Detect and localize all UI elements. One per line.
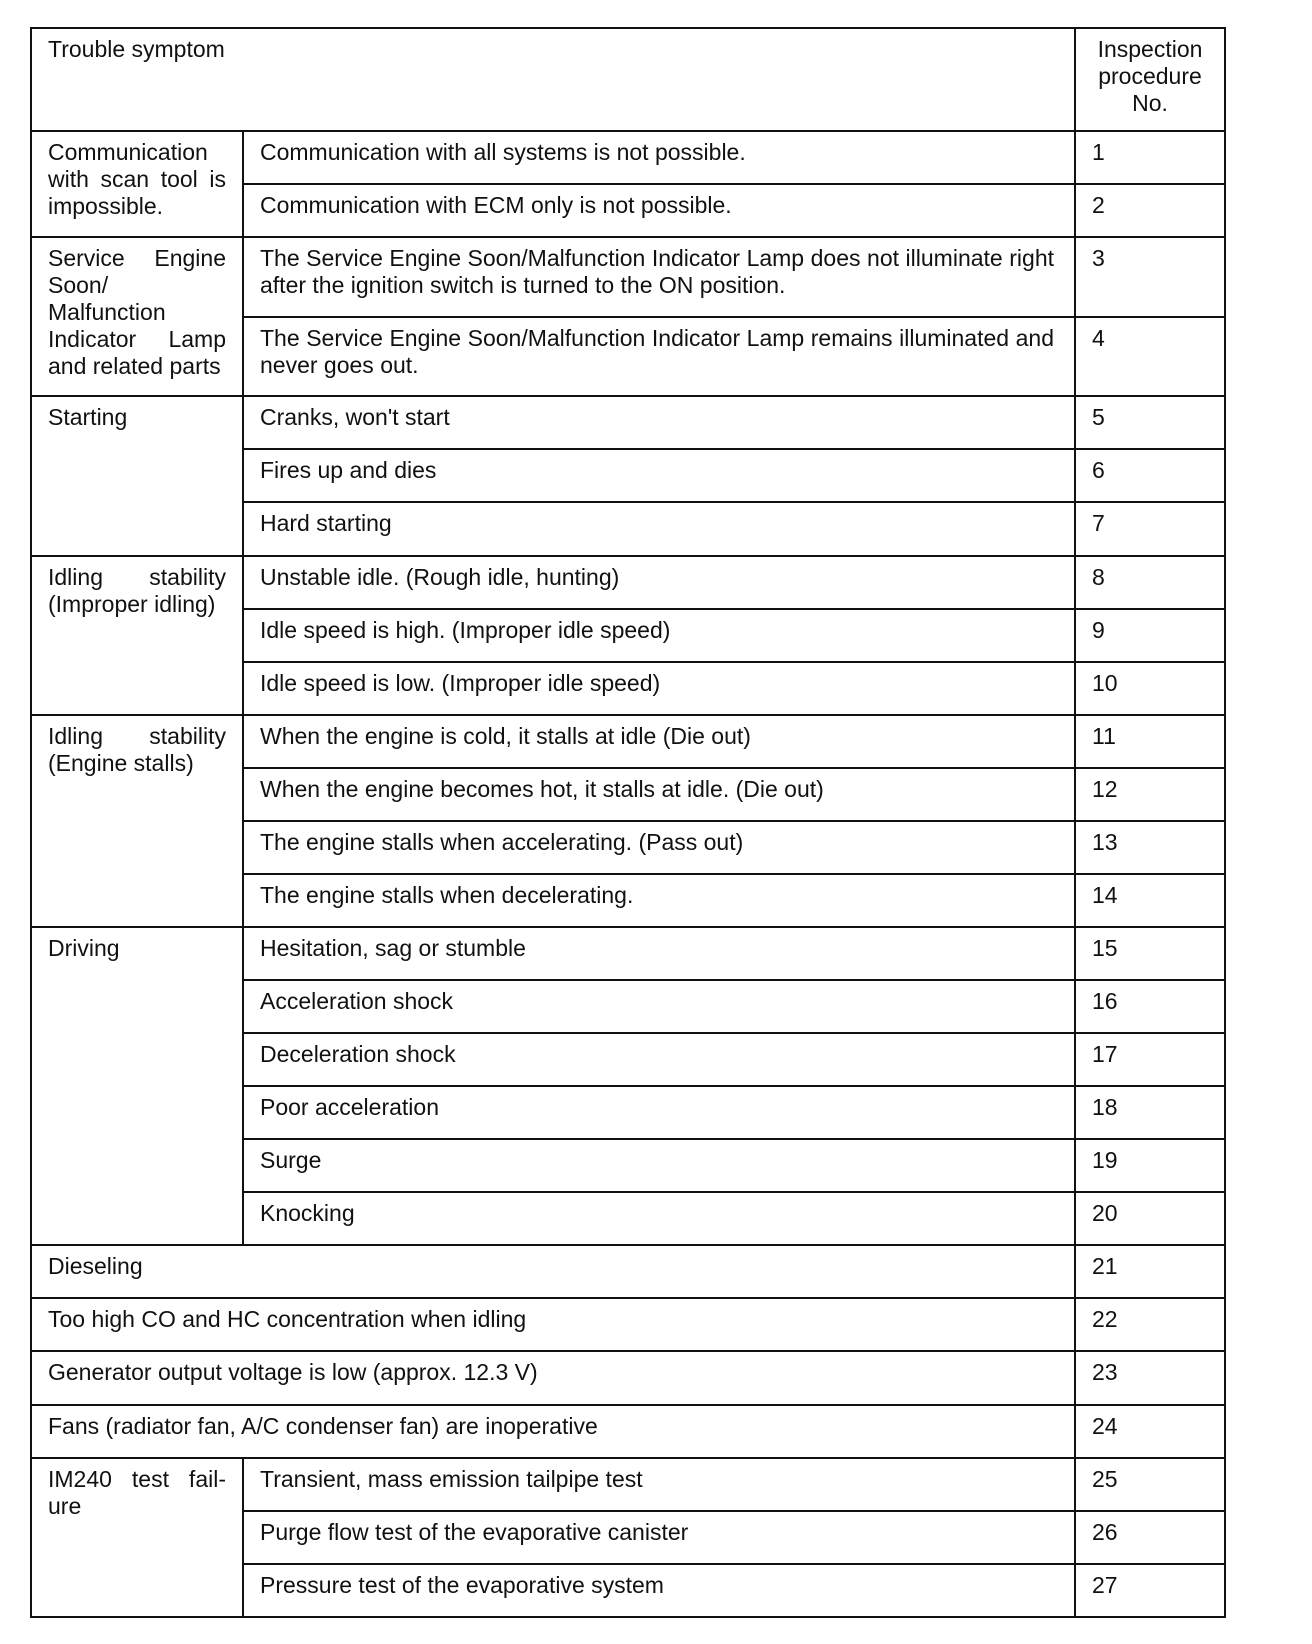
category-cell: Driving <box>31 927 243 1245</box>
symptom-cell: Cranks, won't start <box>243 396 1075 449</box>
symptom-cell: Deceleration shock <box>243 1033 1075 1086</box>
table-row <box>31 131 1225 184</box>
symptom-cell: When the engine becomes hot, it stalls at idle. (Die out) <box>243 768 1075 821</box>
symptom-cell: The Service Engine Soon/Malfunction Indicator Lamp does not illuminate right after the ignition switch is turned to the ON position. <box>243 237 1075 317</box>
symptom-cell: Purge flow test of the evaporative canister <box>243 1511 1075 1564</box>
symptom-cell: Acceleration shock <box>243 980 1075 1033</box>
symptom-cell: The engine stalls when accelerating. (Pass out) <box>243 821 1075 874</box>
procedure-number: 5 <box>1075 396 1225 449</box>
procedure-number: 16 <box>1075 980 1225 1033</box>
table-row <box>31 556 1225 609</box>
symptom-cell: Knocking <box>243 1192 1075 1245</box>
symptom-cell: Hard starting <box>243 502 1075 555</box>
category-cell: Service Engine Soon/ Malfunction Indicator Lamp and related parts <box>31 237 243 396</box>
symptom-cell: Generator output voltage is low (approx. 12.3 V) <box>31 1351 1075 1404</box>
procedure-header-line-1: Inspection <box>1097 36 1203 62</box>
symptom-cell: Idle speed is high. (Improper idle speed) <box>243 609 1075 662</box>
procedure-number: 18 <box>1075 1086 1225 1139</box>
procedure-number: 22 <box>1075 1298 1225 1351</box>
procedure-number: 11 <box>1075 715 1225 768</box>
category-cell: Idling stability (Improper idling) <box>31 556 243 715</box>
table-row <box>31 1245 1225 1298</box>
procedure-number: 9 <box>1075 609 1225 662</box>
procedure-number: 23 <box>1075 1351 1225 1404</box>
table-row <box>31 237 1225 317</box>
table-row <box>31 1298 1225 1351</box>
table-row <box>31 715 1225 768</box>
table-row <box>31 1458 1225 1511</box>
category-cell: Starting <box>31 396 243 555</box>
procedure-number: 13 <box>1075 821 1225 874</box>
symptom-cell: Pressure test of the evaporative system <box>243 1564 1075 1617</box>
procedure-number: 10 <box>1075 662 1225 715</box>
symptom-cell: Communication with all systems is not possible. <box>243 131 1075 184</box>
table-row <box>31 396 1225 449</box>
procedure-number: 2 <box>1075 184 1225 237</box>
procedure-number: 12 <box>1075 768 1225 821</box>
procedure-number: 17 <box>1075 1033 1225 1086</box>
symptom-cell: Idle speed is low. (Improper idle speed) <box>243 662 1075 715</box>
procedure-header-line-2: procedure <box>1098 63 1202 89</box>
header-row <box>31 28 1225 131</box>
procedure-number: 21 <box>1075 1245 1225 1298</box>
procedure-number: 7 <box>1075 502 1225 555</box>
symptom-cell: Poor acceleration <box>243 1086 1075 1139</box>
inspection-procedure-header <box>1075 28 1225 131</box>
trouble-symptom-table <box>30 27 1226 1618</box>
category-cell: Idling stability (Engine stalls) <box>31 715 243 927</box>
symptom-cell: Dieseling <box>31 1245 1075 1298</box>
procedure-number: 14 <box>1075 874 1225 927</box>
symptom-cell: Communication with ECM only is not possible. <box>243 184 1075 237</box>
procedure-number: 6 <box>1075 449 1225 502</box>
category-cell: Communication with scan tool is impossible. <box>31 131 243 237</box>
procedure-number: 24 <box>1075 1405 1225 1458</box>
symptom-cell: Surge <box>243 1139 1075 1192</box>
symptom-cell: Hesitation, sag or stumble <box>243 927 1075 980</box>
table-row <box>31 1351 1225 1404</box>
symptom-cell: The engine stalls when decelerating. <box>243 874 1075 927</box>
symptom-cell: Transient, mass emission tailpipe test <box>243 1458 1075 1511</box>
symptom-cell: Fans (radiator fan, A/C condenser fan) are inoperative <box>31 1405 1075 1458</box>
symptom-cell: Unstable idle. (Rough idle, hunting) <box>243 556 1075 609</box>
symptom-cell: The Service Engine Soon/Malfunction Indicator Lamp remains illuminated and never goes out. <box>243 317 1075 397</box>
trouble-symptom-label: Trouble symptom <box>48 36 225 62</box>
procedure-number: 27 <box>1075 1564 1225 1617</box>
symptom-cell: When the engine is cold, it stalls at idle (Die out) <box>243 715 1075 768</box>
procedure-number: 20 <box>1075 1192 1225 1245</box>
procedure-number: 19 <box>1075 1139 1225 1192</box>
procedure-number: 8 <box>1075 556 1225 609</box>
procedure-number: 1 <box>1075 131 1225 184</box>
category-cell: IM240 test fail- ure <box>31 1458 243 1617</box>
table-row <box>31 927 1225 980</box>
procedure-number: 25 <box>1075 1458 1225 1511</box>
procedure-number: 4 <box>1075 317 1225 397</box>
procedure-number: 26 <box>1075 1511 1225 1564</box>
table-row <box>31 1405 1225 1458</box>
procedure-number: 15 <box>1075 927 1225 980</box>
procedure-header-line-3: No. <box>1132 90 1168 116</box>
trouble-symptom-header <box>31 28 1075 131</box>
symptom-cell: Fires up and dies <box>243 449 1075 502</box>
symptom-cell: Too high CO and HC concentration when idling <box>31 1298 1075 1351</box>
procedure-number: 3 <box>1075 237 1225 317</box>
